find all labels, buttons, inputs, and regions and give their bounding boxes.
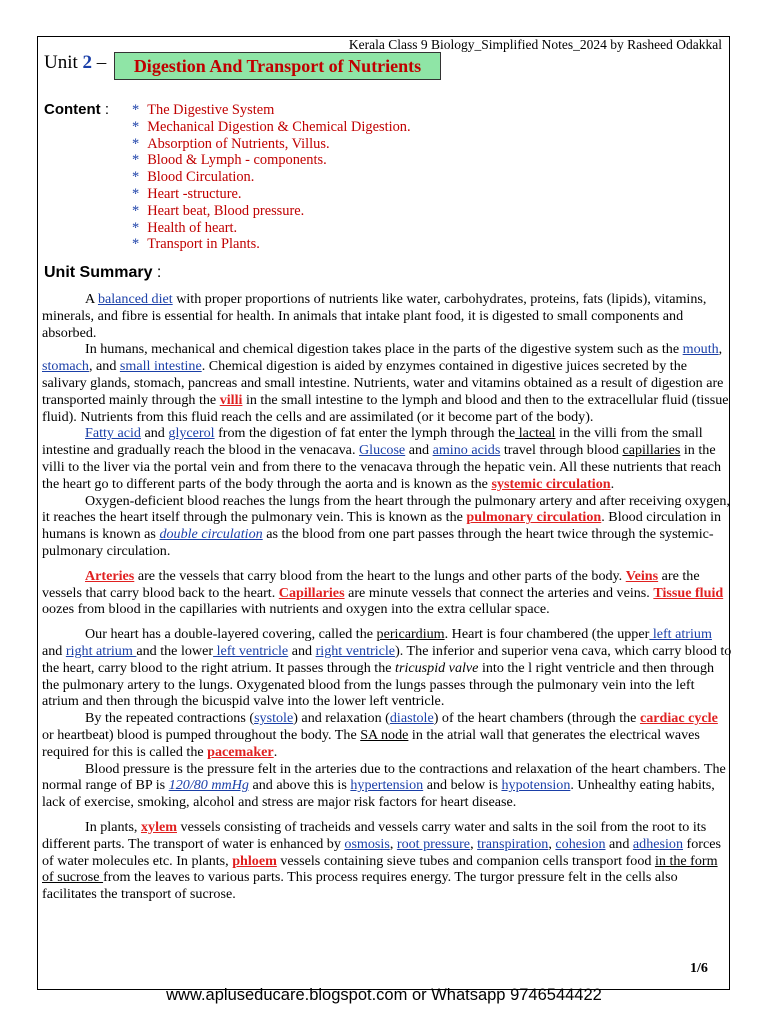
text-run: . Unhealthy eating habits, lack of exercise, smoking, alcohol and stress are major risk factors for heart disease. xyxy=(42,777,715,811)
key-term: systemic circulation xyxy=(491,475,611,492)
text-run: . xyxy=(273,743,278,760)
content-item xyxy=(132,102,411,119)
term-link[interactable]: osmosis xyxy=(344,835,390,852)
term-link[interactable]: root pressure xyxy=(396,835,471,852)
content-heading xyxy=(44,101,109,118)
key-term: xylem xyxy=(140,818,177,835)
paragraph-heartbeat xyxy=(42,710,732,760)
unit-label: Unit xyxy=(44,52,83,73)
text-run: in the atrial wall that generates the electrical waves required for this is called the xyxy=(42,726,700,760)
term-link[interactable]: Glucose xyxy=(359,442,406,459)
term-link[interactable]: hypertension xyxy=(350,777,424,794)
term-link[interactable]: right ventricle xyxy=(315,642,396,659)
paragraph-blood-vessels xyxy=(42,568,732,618)
term-link[interactable]: systole xyxy=(254,710,294,727)
bullet-star-icon: * xyxy=(132,202,140,219)
text-run: Oxygen-deficient blood reaches the lungs from the heart through the pulmonary artery and after receiving oxygen, it reaches the heart itself through the pulmonary vein. This is known as the xyxy=(42,492,730,526)
key-term: villi xyxy=(219,391,243,408)
content-item xyxy=(132,136,411,153)
content-label: Content xyxy=(44,101,101,118)
italic-term: tricuspid valve xyxy=(395,659,479,676)
text-run: ) of the heart chambers (through the xyxy=(433,710,640,727)
footer-contact: www.apluseducare.blogspot.com or Whatsapp 9746544422 xyxy=(166,986,602,1004)
content-item-text: Heart -structure. xyxy=(147,185,242,202)
term-link[interactable]: hypotension xyxy=(501,777,571,794)
unit-dash: – xyxy=(92,52,107,73)
content-item-text: Absorption of Nutrients, Villus. xyxy=(147,135,330,152)
underlined-term: lacteal xyxy=(515,425,556,442)
bullet-star-icon: * xyxy=(132,219,140,236)
term-link[interactable]: glycerol xyxy=(168,425,215,442)
page-number: 1/6 xyxy=(690,961,708,976)
text-run: and the lower xyxy=(136,642,214,659)
text-run: and xyxy=(605,835,633,852)
paragraph-heart-structure xyxy=(42,626,732,710)
key-term: Arteries xyxy=(85,567,135,584)
text-run: into the l right ventricle and then through the pulmonary artery to the lungs. Oxygenated blood from the lungs passes through the pulmonary vein into the left atrium and then through the bicuspid valve into the lower left ventricle. xyxy=(42,659,715,710)
bullet-star-icon: * xyxy=(132,135,140,152)
text-run: are the vessels that carry blood from the heart to the lungs and other parts of the body. xyxy=(134,567,626,584)
content-item xyxy=(132,186,411,203)
text-run: vessels consisting of tracheids and vessels carry water and salts in the soil from the root to its different parts. The transport of water is enhanced by xyxy=(42,818,707,852)
bullet-star-icon: * xyxy=(132,152,140,169)
text-run: are minute vessels that connect the arteries and veins. xyxy=(344,584,654,601)
bullet-star-icon: * xyxy=(132,118,140,135)
key-term: Capillaries xyxy=(278,584,345,601)
term-link[interactable]: left atrium xyxy=(649,626,712,643)
unit-summary-heading xyxy=(44,264,161,282)
content-list xyxy=(132,102,411,253)
content-item xyxy=(132,236,411,253)
text-run: , xyxy=(548,835,556,852)
text-run: and below is xyxy=(423,777,502,794)
paragraph-circulation xyxy=(42,493,732,560)
term-link[interactable]: adhesion xyxy=(632,835,684,852)
paragraph-absorption xyxy=(42,425,732,492)
content-item xyxy=(132,119,411,136)
text-run: . Blood circulation in humans is known as xyxy=(42,509,722,543)
text-run: vessels containing sieve tubes and companion cells transport food xyxy=(276,852,655,869)
content-item-text: Mechanical Digestion & Chemical Digestion. xyxy=(147,118,411,135)
text-run: and xyxy=(42,642,66,659)
term-link[interactable]: left ventricle xyxy=(213,642,289,659)
content-item xyxy=(132,152,411,169)
paragraph-plant-transport xyxy=(42,819,732,903)
underlined-term: pericardium xyxy=(376,626,445,643)
term-link[interactable]: cohesion xyxy=(555,835,606,852)
term-link[interactable]: 120/80 mmHg xyxy=(168,777,249,794)
text-run: In humans, mechanical and chemical digestion takes place in the parts of the digestive system such as the xyxy=(85,341,683,358)
content-item xyxy=(132,169,411,186)
term-link[interactable]: amino acids xyxy=(432,442,501,459)
key-term: pulmonary circulation xyxy=(466,509,602,526)
text-run: Blood pressure is the pressure felt in the arteries due to the contractions and relaxation of the heart chambers. The normal range of BP is xyxy=(42,760,726,794)
term-link[interactable]: balanced diet xyxy=(97,291,173,307)
text-run: By the repeated contractions ( xyxy=(85,710,255,727)
content-colon: : xyxy=(100,101,109,118)
summary-label: Unit Summary xyxy=(44,264,153,281)
text-run: or heartbeat) blood is pumped throughout the body. The xyxy=(42,726,361,743)
key-term: pacemaker xyxy=(207,743,274,760)
key-term: phloem xyxy=(232,852,277,869)
unit-title: Digestion And Transport of Nutrients xyxy=(114,52,441,80)
text-run: from the digestion of fat enter the lymph through the xyxy=(214,425,516,442)
summary-colon: : xyxy=(152,264,162,281)
text-run: and xyxy=(288,642,316,659)
term-link[interactable]: mouth xyxy=(682,341,719,358)
text-run: , and xyxy=(88,358,120,375)
text-run: , xyxy=(718,341,723,358)
text-run: , xyxy=(389,835,397,852)
text-run: and above this is xyxy=(248,777,351,794)
content-item-text: Heart beat, Blood pressure. xyxy=(147,202,305,219)
underlined-term: in the form of sucrose xyxy=(42,852,718,886)
text-run: from the leaves to various parts. This process requires energy. The turgor pressure felt in the cells also facilitates the transport of sucrose. xyxy=(42,869,678,903)
text-run: . xyxy=(610,475,615,492)
term-link[interactable]: Fatty acid xyxy=(85,425,141,442)
content-item xyxy=(132,220,411,237)
content-item-text: Health of heart. xyxy=(147,219,238,236)
text-run: and xyxy=(140,425,169,442)
text-run: and xyxy=(405,442,433,459)
content-item xyxy=(132,203,411,220)
unit-heading xyxy=(44,52,106,74)
term-link[interactable]: right atrium xyxy=(65,642,137,659)
term-link[interactable]: small intestine xyxy=(119,358,202,375)
bullet-star-icon: * xyxy=(132,169,140,186)
paragraph-balanced-diet xyxy=(42,291,732,341)
underlined-term: SA node xyxy=(360,726,409,743)
text-run: forces of water molecules etc. In plants, xyxy=(42,835,721,869)
term-link[interactable]: diastole xyxy=(389,710,434,727)
term-link[interactable]: transpiration xyxy=(477,835,549,852)
header-credit: Kerala Class 9 Biology_Simplified Notes_2024 by Rasheed Odakkal xyxy=(348,37,722,52)
text-run: in the villi to the liver via the portal vein and from there to the venacava through the hepatic vein. All these nutrients that reach the heart go to different parts of the body through the aorta and is known as the xyxy=(42,442,722,492)
text-run: . Heart is four chambered (the upper xyxy=(444,626,650,643)
content-item-text: Blood Circulation. xyxy=(147,169,255,186)
text-run: in the small intestine to the lymph and blood and then to the extracellular fluid (tissue fluid). Nutrients from this fluid reach the cells and are assimilated (or it become part of the body). xyxy=(42,391,729,425)
text-run: ). The inferior and superior vena cava, which carry blood to the heart, carry blood to the right atrium. It passes through the xyxy=(42,642,732,676)
paragraph-digestion xyxy=(42,341,732,425)
underlined-term: capillaries xyxy=(622,442,681,459)
content-item-text: Transport in Plants. xyxy=(147,236,260,253)
content-item-text: The Digestive System xyxy=(147,102,275,118)
text-run: A xyxy=(85,291,98,307)
text-run: ) and relaxation ( xyxy=(293,710,390,727)
term-link[interactable]: stomach xyxy=(42,358,89,375)
term-link[interactable]: double circulation xyxy=(159,526,263,543)
text-run: are the vessels that carry blood back to the heart. xyxy=(42,567,700,601)
text-run: with proper proportions of nutrients like water, carbohydrates, proteins, fats (lipids), vitamins, minerals, and fibre is essential for health. In animals that intake plant food, it is digested to small components and absorbed. xyxy=(42,291,707,341)
text-run: travel through blood xyxy=(500,442,623,459)
text-run: In plants, xyxy=(85,818,141,835)
bullet-star-icon: * xyxy=(132,236,140,253)
unit-number: 2 xyxy=(82,52,93,73)
key-term: Tissue fluid xyxy=(653,584,724,601)
summary-body xyxy=(42,291,732,903)
text-run: , xyxy=(470,835,478,852)
text-run: oozes from blood in the capillaries with nutrients and oxygen into the extra cellular space. xyxy=(42,601,550,618)
key-term: Veins xyxy=(625,567,659,584)
text-run: . Chemical digestion is aided by enzymes contained in digestive juices secreted by the salivary glands, stomach, pancreas and small intestine. Nutrients, water and vitamins obtained as a result of digestion are transported mainly through the xyxy=(42,358,724,408)
content-item-text: Blood & Lymph - components. xyxy=(147,152,327,169)
key-term: cardiac cycle xyxy=(639,710,718,727)
text-run: in the villi from the small intestine and gradually reach the blood in the venacava. xyxy=(42,425,703,459)
text-run: Our heart has a double-layered covering, called the xyxy=(85,626,377,643)
bullet-star-icon: * xyxy=(132,185,140,202)
bullet-star-icon: * xyxy=(132,102,140,118)
paragraph-blood-pressure xyxy=(42,761,732,811)
text-run: as the blood from one part passes through the heart twice through the systemic-pulmonary circulation. xyxy=(42,526,714,559)
